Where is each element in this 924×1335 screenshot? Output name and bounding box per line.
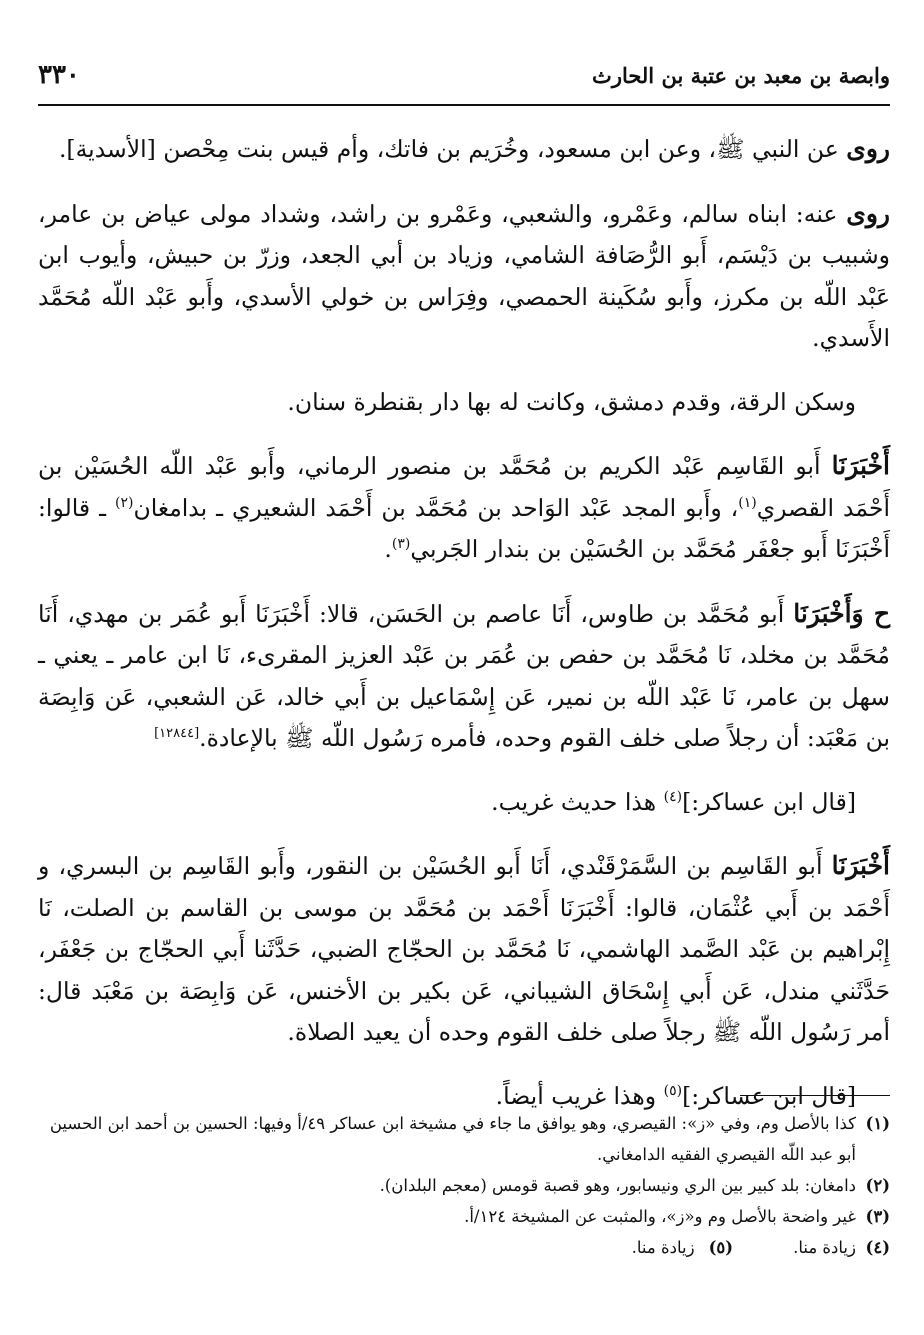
paragraph xyxy=(38,845,890,1054)
footnote-ref[interactable]: (٥) xyxy=(663,1082,683,1099)
footnote-ref[interactable]: (٤) xyxy=(663,788,683,805)
paragraph xyxy=(38,445,890,571)
footnote-number: (٤) xyxy=(865,1238,890,1257)
footnote xyxy=(38,1232,890,1263)
paragraph-text: ـ قالوا: أَخْبَرَنَا أَبو جعْفَر مُحَمَّد بن الحُسَيْن بن بندار الجَربي xyxy=(38,493,890,563)
paragraph-text: ، وأَبو المجد عَبْد الوَاحد بن مُحَمَّد بن أَحْمَد الشعيري ـ بدامغان xyxy=(133,493,739,522)
footnote-number: (٥) xyxy=(708,1238,734,1257)
footnote-divider xyxy=(740,1095,890,1096)
paragraph-lead: روى xyxy=(846,198,890,228)
paragraph-lead: أَخْبَرَنَا xyxy=(831,851,890,880)
paragraph-text: . xyxy=(384,535,392,563)
page xyxy=(38,60,890,1139)
footnote-text: زيادة منا. xyxy=(631,1238,695,1257)
footnote-ref[interactable]: (٢) xyxy=(114,494,134,511)
paragraph-text: عن النبي ﷺ، وعن ابن مسعود، وخُرَيم بن فاتك، وأم قيس بنت مِحْصن [الأسدية]. xyxy=(58,135,847,163)
paragraph-text: أَبو القَاسِم بن السَّمَرْقَنْدي، أَنَا أَبو الحُسَيْن بن النقور، وأَبو القَاسِم بن البسري، و أَحْمَد بن أَبي عُثْمَان، قالوا: أَخْبَرَنَا أَحْمَد بن مُحَمَّد بن موسى بن القاسم بن الصلت، نَا إِبْراهيم بن عَبْد الصَّمد الهاشمي، نَا مُحَمَّد بن الحجّاج الضبي، حَدَّثَنا أَبي الحجّاج بن جَعْفَر، حَدَّثَني مندل، عَن أَبي إِسْحَاق الشيباني، عَن بكير بن الأخنس، عَن وَابِصَة بن مَعْبَد قال: أمر رَسُول اللّه ﷺ رجلاً صلى خلف القوم وحده أن يعيد الصلاة. xyxy=(38,852,890,1046)
footnote-text: كذا بالأصل وم، وفي «ز»: القيصري، وهو يوافق ما جاء في مشيخة ابن عساكر ٤٩/أ وفيها: الحسين بن أحمد ابن الحسين أبو عبد اللّه القيصري الفقيه الدامغاني. xyxy=(49,1114,856,1164)
footnote-number: (٢) xyxy=(865,1176,890,1195)
paragraph-text: [قال ابن عساكر:] xyxy=(682,1081,856,1110)
paragraph-text: هذا حديث غريب. xyxy=(491,787,664,816)
footnote-text: زيادة منا. xyxy=(793,1238,856,1257)
paragraph-text: وهذا غريب أيضاً. xyxy=(495,1081,664,1110)
main-text xyxy=(38,128,890,1117)
paragraph-text: وسكن الرقة، وقدم دمشق، وكانت له بها دار بقنطرة سنان. xyxy=(287,387,856,416)
paragraph-text: أَبو مُحَمَّد بن طاوس، أَنَا عاصم بن الحَسَن، قالا: أَخْبَرَنَا أَبو عُمَر بن مهدي، أَنَا مُحَمَّد بن مخلد، نَا مُحَمَّد بن حفص بن عُمَر بن عَبْد العزيز المقرىء، نَا ابن عامر ـ يعني ـ سهل بن عامر، نَا عَبْد اللّه بن نمير، عَن إِسْمَاعيل بن أَبي خالد، عَن الشعبي، عَن وَابِصَة بن مَعْبَد: أن رجلاً صلى خلف القوم وحده، فأمره رَسُول اللّه ﷺ بالإعادة. xyxy=(38,599,890,752)
footnotes xyxy=(38,1108,890,1263)
footnote-ref[interactable]: (١) xyxy=(738,494,757,511)
paragraph xyxy=(38,593,890,760)
paragraph xyxy=(38,782,890,824)
paragraph xyxy=(38,128,890,171)
paragraph-text: عنه: ابناه سالم، وعَمْرو، والشعبي، وعَمْرو بن راشد، وشداد مولى عياض بن عامر، وشبيب بن دَيْسَم، أَبو الرُّصَافة الشامي، وزياد بن أبي الجعد، وزرّ بن حبيش، وأيوب ابن عَبْد اللّه بن مكرز، وأَبو سُكَينة الحمصي، وفِرَاس بن خولي الأسدي، وأَبو عَبْد اللّه مُحَمَّد الأَسدي. xyxy=(38,199,890,352)
page-header xyxy=(38,60,890,106)
footnote-text: غير واضحة بالأصل وم و«ز»، والمثبت عن المشيخة ١٢٤/أ. xyxy=(464,1207,856,1226)
footnote xyxy=(38,1170,890,1201)
footnote xyxy=(38,1201,890,1232)
footnote-ref[interactable]: (٣) xyxy=(391,536,411,553)
footnote xyxy=(38,1108,890,1170)
paragraph-lead: روى xyxy=(846,134,890,163)
footnote-text xyxy=(38,1232,856,1263)
paragraph-lead: ح وَأَخْبَرَنَا xyxy=(793,598,890,628)
hadith-number: [١٢٨٤٤] xyxy=(154,726,200,742)
footnote-text: دامغان: بلد كبير بين الري ونيسابور، وهو قصبة قومس (معجم البلدان). xyxy=(379,1176,856,1195)
running-title: وابصة بن معبد بن عتبة بن الحارث xyxy=(592,63,890,88)
paragraph-text: أَبو القَاسِم عَبْد الكريم بن مُحَمَّد بن منصور الرماني، وأَبو عَبْد اللّه الحُسَيْن بن أَحْمَد القصري xyxy=(38,452,890,522)
paragraph xyxy=(38,382,890,424)
paragraph xyxy=(38,193,890,360)
paragraph-text: [قال ابن عساكر:] xyxy=(682,787,856,816)
footnote-number: (٣) xyxy=(865,1207,890,1226)
footnote-number: (١) xyxy=(865,1114,890,1133)
paragraph-lead: أَخْبَرَنَا xyxy=(831,451,890,480)
page-number: ٣٣٠ xyxy=(38,60,80,90)
